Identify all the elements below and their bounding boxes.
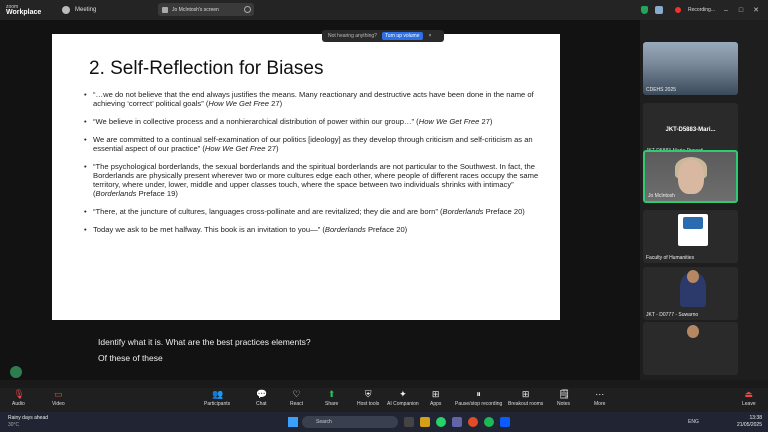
apps-icon: ⊞ xyxy=(431,389,440,399)
meeting-toolbar xyxy=(0,388,768,412)
participant-name: CDEHS 2025 xyxy=(646,87,677,93)
zoom-logo xyxy=(0,4,46,16)
more-label: More xyxy=(594,401,606,407)
apps-label: Apps xyxy=(430,401,442,407)
participant-name: Jo McIntosh xyxy=(648,193,675,199)
turn-up-volume-button[interactable]: Turn up volume xyxy=(382,32,423,40)
live-captions xyxy=(98,334,311,366)
brand-top: zoom xyxy=(6,4,19,10)
leave-button[interactable] xyxy=(742,390,756,407)
title-bar-right xyxy=(641,0,760,20)
weather-temp: 30°C xyxy=(8,422,20,428)
brand-bottom: Workplace xyxy=(6,9,42,16)
spotify-icon[interactable] xyxy=(484,417,494,427)
host-tools-button[interactable] xyxy=(357,390,379,407)
share-label: Share xyxy=(325,401,339,407)
participant-name: JKT - D0777 - Suwarno xyxy=(646,312,699,318)
share-indicator[interactable] xyxy=(158,3,254,16)
windows-taskbar xyxy=(0,412,768,432)
minimize-icon[interactable]: – xyxy=(724,6,728,14)
breakout-label: Breakout rooms xyxy=(508,401,544,407)
slide-bullet: • “There, at the juncture of cultures, languages cross-pollinate and are revitalized; they die and are born” (Borderlands Preface 20) xyxy=(84,207,544,216)
video-off-icon: ▭ xyxy=(54,389,63,399)
video-label: Video xyxy=(52,401,65,407)
host-tools-label: Host tools xyxy=(357,401,380,407)
participant-tile-active-speaker[interactable] xyxy=(643,150,738,203)
react-button[interactable] xyxy=(290,390,303,407)
taskbar-search[interactable]: Search xyxy=(302,416,398,428)
ai-companion-label: AI Companion xyxy=(387,401,419,407)
participant-video-face xyxy=(678,160,704,194)
shield-icon: ⛨ xyxy=(364,389,372,399)
audio-button[interactable] xyxy=(12,390,25,407)
audio-notice-text: Not hearing anything? xyxy=(328,33,377,39)
slide-bullet: • We are committed to a continual self-examination of our politics [ideology] as they develop through criticism and self-criticism as an essential aspect of our practice” (How We Get Free 27) xyxy=(84,135,544,153)
task-view-icon[interactable] xyxy=(404,417,414,427)
chat-icon: 💬 xyxy=(256,389,268,399)
record-dot-icon xyxy=(675,7,681,13)
presentation-slide xyxy=(52,34,560,320)
windows-start-icon[interactable] xyxy=(288,417,298,427)
file-explorer-icon[interactable] xyxy=(420,417,430,427)
title-bar xyxy=(0,0,768,20)
pause-recording-button[interactable] xyxy=(455,390,502,407)
breakout-icon: ⊞ xyxy=(521,389,530,399)
slide-title: 2. Self-Reflection for Biases xyxy=(89,58,324,79)
meeting-menu[interactable] xyxy=(62,6,96,14)
leave-icon: ⏏ xyxy=(744,389,754,399)
caption-line: Of these of these xyxy=(98,353,163,363)
chat-button[interactable] xyxy=(256,390,267,407)
clock-time: 13:38 xyxy=(749,415,762,421)
participant-gallery xyxy=(640,20,768,380)
participant-name: Faculty of Humanities xyxy=(646,255,695,261)
close-icon[interactable]: ✕ xyxy=(753,7,759,14)
share-label: Jo McIntosh's screen xyxy=(172,6,219,13)
react-label: React xyxy=(290,401,304,407)
participant-display-name: JKT-D5883-Mari... xyxy=(665,126,716,133)
participant-tile[interactable] xyxy=(643,42,738,95)
participant-tile[interactable] xyxy=(643,210,738,263)
notes-icon: 🗒 xyxy=(558,389,570,399)
pause-recording-label: Pause/stop recording xyxy=(455,401,503,407)
slide-bullets xyxy=(84,90,544,243)
ai-companion-button[interactable] xyxy=(387,390,419,407)
slide-bullet: • “We believe in collective process and a nonhierarchical distribution of power within our group…” (How We Get Free 27) xyxy=(84,117,544,126)
clock-date: 21/05/2025 xyxy=(736,422,762,428)
participants-label: Participants xyxy=(204,401,231,407)
leave-label: Leave xyxy=(742,401,756,407)
chat-label: Chat xyxy=(256,401,267,407)
notes-label: Notes xyxy=(557,401,571,407)
screen-share-icon xyxy=(162,7,168,13)
whatsapp-icon[interactable] xyxy=(436,417,446,427)
caption-line: Identify what it is. What are the best practices elements? xyxy=(98,337,311,347)
breakout-rooms-button[interactable] xyxy=(508,390,543,407)
maximize-icon[interactable]: □ xyxy=(738,6,744,14)
apps-button[interactable] xyxy=(430,390,441,407)
university-logo xyxy=(678,214,708,246)
mic-muted-icon: 🎙 xyxy=(13,389,25,399)
participant-tile[interactable] xyxy=(643,322,738,375)
meeting-icon xyxy=(62,6,70,14)
audio-notice xyxy=(322,30,444,42)
slide-bullet: • “The psychological borderlands, the sexual borderlands and the spiritual borderlands are not particular to the Southwest. In fact, the Borderlands are physically present wherever two or more cultures edge each other, where people of different races occupy the same territory, where under, lower, middle and upper classes touch, where the space between two individuals shrinks with intimacy” (Borderlands Preface 19) xyxy=(84,162,544,198)
participant-tile[interactable] xyxy=(643,267,738,320)
notes-button[interactable] xyxy=(557,390,570,407)
weather-title: Rainy days ahead xyxy=(8,415,49,421)
react-icon: ♡ xyxy=(292,389,301,399)
annotate-icon[interactable] xyxy=(10,366,22,378)
close-notice-icon[interactable]: × xyxy=(428,33,432,39)
weather-widget[interactable] xyxy=(8,415,48,429)
slide-bullet: • Today we ask to be met halfway. This book is an invitation to you—” (Borderlands Preface 20) xyxy=(84,225,544,234)
slide-bullet: • “…we do not believe that the end always justifies the means. Many reactionary and destructive acts have been done in the name of achieving ‘correct’ political goals” (How We Get Free 27) xyxy=(84,90,544,108)
zoom-taskbar-icon[interactable] xyxy=(500,417,510,427)
recording-label[interactable]: Recording... xyxy=(688,7,715,13)
browser-icon[interactable] xyxy=(468,417,478,427)
share-button[interactable] xyxy=(325,390,338,407)
stop-share-icon[interactable] xyxy=(244,6,251,13)
participant-avatar xyxy=(680,328,706,362)
system-clock[interactable] xyxy=(737,415,762,429)
audio-label: Audio xyxy=(12,401,25,407)
shared-screen-stage xyxy=(0,20,640,380)
participants-button[interactable] xyxy=(204,390,230,407)
more-icon: ⋯ xyxy=(595,389,605,399)
video-button[interactable] xyxy=(52,390,65,407)
security-shield-icon[interactable] xyxy=(641,6,648,14)
teams-icon[interactable] xyxy=(452,417,462,427)
participant-avatar xyxy=(680,273,706,307)
more-button[interactable] xyxy=(594,390,605,407)
share-screen-icon: ⬆ xyxy=(327,389,336,399)
participants-icon: 👥 xyxy=(212,389,224,399)
sparkle-icon: ✦ xyxy=(399,389,407,399)
language-indicator[interactable]: ENG xyxy=(688,419,699,425)
pause-icon: ⏸ xyxy=(476,389,481,399)
participant-tile[interactable] xyxy=(643,103,738,156)
meeting-label: Meeting xyxy=(75,7,97,13)
grid-view-icon[interactable] xyxy=(655,6,663,14)
